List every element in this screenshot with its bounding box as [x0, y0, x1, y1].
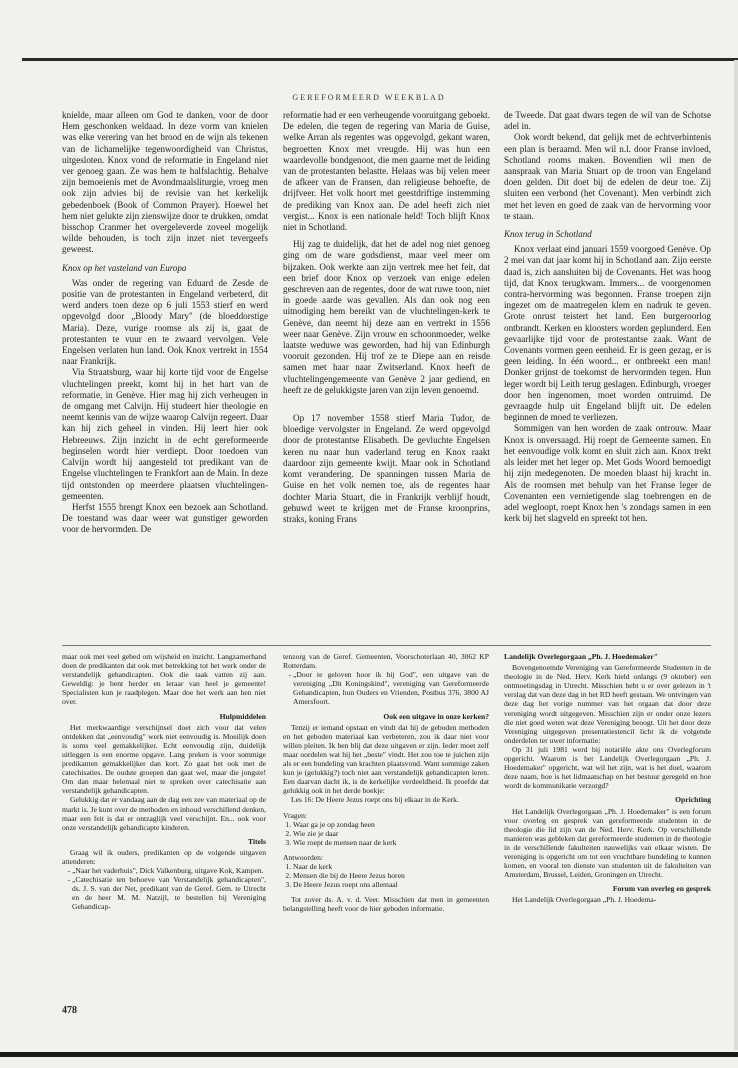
list-item: - „Door te geloven hoor ik bij God", een uitgave van de vereniging „Dit Koningskind", vereniging van Gereformeerde Gehandicapten, hun Ouders en Vrienden, Postbus 376, 3800 AJ Amersfoort.: [293, 670, 489, 706]
paragraph: Het Landelijk Overlegorgaan „Ph. J. Hoedema-: [512, 895, 657, 905]
secondary-column-2: [283, 652, 489, 913]
paragraph: Via Straatsburg, waar hij korte tijd voor de Engelse vluchtelingen preekt, komt hij in het hart van de reformatie, in Genève. Hier mag hij zich verheugen in de omgang met Calvijn. Hij studeert hier theologie en neemt kennis van de wijze waarop Calvijn regeert. Daar kan hij zich geheel in vinden. Hij leert hier ook Hebreeuws. Zijn inzicht in de echt gereformeerde beginselen wordt hier verdiept. Door toedoen van Calvijn wordt hij aangesteld tot predikant van de Engelse vluchtelingen te Frankfort aan de Main. In deze tijd ontstonden op meerdere plaatsen vluchtelingen-gemeenten.: [62, 367, 268, 501]
section-divider: [62, 645, 711, 646]
list-item: 2. Wie zie je daar: [293, 829, 489, 838]
subheading: Forum van overleg en gesprek: [612, 884, 711, 894]
list-item: 3. De Heere Jezus roept ons allemaal: [293, 880, 489, 889]
secondary-column-3: [504, 652, 711, 904]
subheading: Hulpmiddelen: [219, 711, 266, 721]
paragraph: Herfst 1555 brengt Knox een bezoek aan Schotland. De toestand was daar weer wat gunstiger geworden voor de hervormden. De: [62, 501, 268, 535]
scan-top-edge: [22, 58, 738, 61]
paragraph: Het merkwaardige verschijnsel doet zich voor dat velen ontdekken dat „eenvoudig" werk niet eenvoudig is. Moeilijk doen is soms veel gemakkelijker. Echt eenvoudig zijn, duidelijk uitleggen is een enorme opgave. Lang preken is voor sommige predikanten gemakkelijker dan kort. Zo gaat het ook met de catechisaties. De oudste groepen dan gaat wel, maar die jongste! Om dan maar helemaal niet te spreken over catechisatie aan verstandelijk gehandicapten.: [62, 722, 266, 796]
questions-list: [283, 820, 489, 847]
paragraph: knielde, maar alleen om God te danken, voor de door Hem geschonken weldaad. In deze vorm van knielen was elke verering van het brood en de wijn als tekenen van de lichamelijke tegenwoordigheid van Christus, uitgesloten. Knox vond de reformatie in Engeland niet ver genoeg gaan. Ze was hem te halfslachtig. Behalve zijn bemoeienis met de Avondmaalsliturgie, vroeg men ook zijn advies bij de revisie van het kerkelijk gebedenboek (Book of Common Prayer). Hoewel het hem niet gelukte zijn zienswijze door te drukken, omdat bisschop Cranmer het overgeleverde zoveel mogelijk wilde behouden, is toch zijn inzet niet tevergeefs geweest.: [62, 110, 268, 255]
list-item: - „Naar het vaderhuis", Dick Valkenburg, uitgave Kok, Kampen.: [72, 866, 266, 875]
article-body: [62, 110, 711, 643]
paragraph: Hij zag te duidelijk, dat het de adel nog niet genoeg ging om de ware godsdienst, maar veel meer om bijzaken. Ook werkte aan zijn vertrek mee het feit, dat een brief door Knox op verzoek van enige edelen geschreven aan de regentes, door de wat ruwe toon, niet in goede aarde was gevallen. Als dan ook nog een uitnodiging hem bereikt van de vluchtelingen-kerk te Genève, dan neemt hij deze aan en vertrekt in 1556 weer naar Genève. Zijn vrouw en schoonmoeder, welke laatste weduwe was geworden, had hij van Edinburgh vooruit gezonden. Hij trof ze te Diepe aan en reisde samen met haar naar Zwitserland. Knox heeft de vluchtelingengemeente van Genève 2 jaar gediend, en heeft ze de gelukkigste jaren van zijn leven genoemd.: [283, 239, 490, 395]
list-item: 1. Waar ga je op zondag heen: [293, 820, 489, 829]
subheading: Titels: [247, 836, 266, 846]
scan-bottom-edge: [0, 1052, 738, 1057]
list-item: 3. Wie roept de mensen naar de kerk: [293, 838, 489, 847]
paragraph: Het Landelijk Overlegorgaan „Ph. J. Hoedemaker" is een forum voor overleg en gesprek van gereformeerde studenten in de theologie die lid zijn van de Ned. Herv. Kerk. Op verschillende manieren was gebleken dat gereformeerde studenten in de theologie in de verschillende fakulteiten nauwelijks van elkaar wisten. De vereniging is opgericht om tot een vruchtbare bundeling te kunnen komen, en vooral ten dienste van studenten uit de fakulteiten van Amsterdam, Brussel, Leiden, Groningen en Utrecht.: [504, 806, 711, 880]
list-item: 1. Naar de kerk: [293, 862, 489, 871]
section-heading: Knox terug in Schotland: [504, 229, 592, 240]
subheading: Ook een uitgave in onze kerken?: [383, 711, 489, 721]
paragraph: Tot zover ds. A. v. d. Veer. Misschien dat men in gemeenten belangstelling heeft voor de hier geboden informatie.: [283, 895, 489, 914]
secondary-article: [62, 652, 711, 1042]
paragraph: tenzorg van de Geref. Gemeenten, Voorschoterlaan 40, 3062 KP Rotterdam.: [283, 652, 489, 671]
paragraph: Sommigen van hen worden de zaak ontrouw. Maar Knox is onversaagd. Hij roept de Gemeente samen. En het eenvoudige volk komt en sluit zich aan. Knox trekt als leider met het leger op. Met Gods Woord bemoedigt hij zijn medegenoten. De moeden blaast hij kracht in. Als de roomsen met behulp van het Franse leger de Covenanten een vernietigende slag toebrengen en de adel wegloopt, roept Knox hen 's zondags samen in een kerk bij het slagveld en spreekt tot hen.: [504, 423, 711, 524]
paragraph: Gelukkig dat er vandaag aan de dag een zee van materiaal op de markt is. Je kunt over de methoden en inhoud verschillend denken, maar een feit is dat er ontzaglijk veel verschijnt. En... ook voor onze verstandelijk gehandicapte kinderen.: [62, 795, 266, 832]
scan-right-edge: [734, 60, 738, 1050]
secondary-column-1: [62, 652, 266, 912]
paragraph: Bovengenoemde Vereniging van Gereformeerde Studenten in de theologie in de Ned. Herv. Kerk hield onlangs (9 oktober) een ontmoetingsdag in Utrecht. Misschien hebt u er over gelezen in 't verslag dat van deze dag in het RD heeft gestaan. We ontvingen van deze dag het vorige nummer van het orgaan dat door deze vereniging wordt uitgegeven. Misschien zijn er onder onze lezers die niet goed weten wat deze Vereniging beoogt. Uit het door deze Vereniging uitgegeven presentatiestencil licht ik de volgende onderdelen ter uwer informatie:: [504, 663, 711, 745]
section-heading: Knox op het vasteland van Europa: [62, 262, 187, 273]
running-header: GEREFORMEERD WEEKBLAD: [292, 93, 446, 102]
title-list: [62, 866, 266, 911]
paragraph: de Tweede. Dat gaat dwars tegen de wil van de Schotse adel in.: [504, 110, 711, 132]
page-number: 478: [62, 1005, 77, 1016]
list-item: - „Catechisatie ten behoeve van Verstandelijk gehandicapten", ds. J. S. van der Net, predikant van de Geref. Gem. te Utrecht en de heer M. M. Natzijl, te bestellen bij Vereniging Gehandicap-: [72, 875, 266, 911]
list-label: Vragen:: [283, 810, 308, 820]
paragraph: Was onder de regering van Eduard de Zesde de positie van de protestanten in Engeland verbeterd, dit werd anders toen deze op 6 juli 1553 stierf en werd opgevolgd door „Bloody Mary" (de bloeddorstige Maria). Deze, vurige roomse als zij is, gaat de protestanten te vuur en te zwaard vervolgen. Vele Engelsen verlaten hun land. Ook Knox vertrekt in 1554 naar Frankrijk.: [62, 277, 268, 367]
article-column-3: [504, 110, 711, 524]
paragraph: Ook wordt bekend, dat gelijk met de echtverbintenis een plan is beraamd. Men wil n.l. door Franse invloed, Schotland rooms maken. Bovendien wil men de aanspraak van Maria Stuart op de troon van Engeland doen gelden. Dit doet bij de edelen de deur toe. Zij sluiten een verbond (het Covenant). Men verbindt zich met het leven en goed de zaak van de hervorming voor te staan.: [504, 132, 711, 221]
paragraph: reformatie had er een verheugende vooruitgang geboekt. De edelen, die tegen de regering van Maria de Guise, welke Arran als regentes was opgevolgd, gekant waren, begroetten Knox met vreugde. Hij was hun een waardevolle bondgenoot, die men gaarne met de leiding van de protestanten belastte. Helaas was bij velen meer de afkeer van de Fransen, dan religieuse behoefte, de drijfveer. Het volk hoort met geestdriftige instemming de prediking van Knox aan. De adel heeft zich niet vergist... Knox is een nationale held! Toch blijft Knox niet in Schotland.: [283, 110, 490, 233]
paragraph: maar ook met veel gebed om wijsheid en inzicht. Langzamerhand doen de predikanten dat ook met betrekking tot het werk onder de verstandelijk gehandicapten. Ook die taak vatten zij aan. Geweldig: je bent herder en leraar van heel je gemeente! Specialisten kun je raadplegen. Maar doe het werk aan hen niet over.: [62, 652, 266, 707]
article-column-2: [283, 110, 490, 525]
paragraph: Op 17 november 1558 stierf Maria Tudor, de bloedige vervolgster in Engeland. Ze werd opgevolgd door de protestantse Elisabeth. De gevluchte Engelsen keren nu naar hun vaderland terug en Knox raakt daardoor zijn gemeente kwijt. Maar ook in Schotland komt verandering. De spanningen tussen Maria de Guise en het volk nemen toe, als de regentes haar dochter Maria Stuart, die in Frankrijk verblijf houdt, gehuwd weet te krijgen met de Franse kroonprins, straks, koning Frans: [283, 413, 490, 524]
paragraph: Graag wil ik ouders, predikanten op de volgende uitgaven attenderen:: [62, 847, 266, 866]
subheading: Oprichting: [675, 795, 711, 805]
paragraph: Op 31 juli 1981 werd bij notariële akte ons Overlegforum opgericht. Waarom is het Landelijk Overlegorgaan „Ph. J. Hoedemaker" opgericht, wat wil het zijn, wat is het doel, waarom deze naam, hoe is het lidmaatschap en het bestuur geregeld en hoe wordt de kommunikatie verzorgd?: [504, 744, 711, 791]
list-item: 2. Mensen die bij de Heere Jezus horen: [293, 871, 489, 880]
list-label: Antwoorden:: [283, 852, 324, 862]
paragraph: Tenzij er iemand opstaat en vindt dat hij de geboden methoden en het geboden materiaal kan verbeteren, zou ik daar niet voor willen pleiten. Ik ben blij dat deze uitgaven er zijn. Ieder moet zelf maar oordelen wat hij het „beste" vindt. Het zou toe te juichen zijn als er een bundeling van krachten plaatsvond. Want sommige zaken kun je (gelukkig?) toch niet aan verstandelijk gehandicapten leren. Een daarvan dacht ik, is de kerkelijke verdeeldheid. Ik proefde dat gelukkig ook in het derde boekje:: [283, 722, 489, 796]
paragraph: Les 16: De Heere Jezus roept ons bij elkaar in de Kerk.: [291, 795, 459, 805]
answers-list: [283, 862, 489, 889]
title-list: [283, 670, 489, 706]
paragraph: Knox verlaat eind januari 1559 voorgoed Genève. Op 2 mei van dat jaar komt hij in Schotland aan. Zijn eerste daad is, zich aansluiten bij de Covenants. Het was hoog tijd, dat Knox terugkwam. Immers... de voorgenomen contra-hervorming was begonnen. Franse troepen zijn ingezet om de maatregelen klem en nadruk te geven. Grote onrust teistert het land. Een burgeroorlog ontbrandt. Kerken en kloosters worden geplunderd. Een gevaarlijke tijd voor de protestantse zaak. Want de Covenants vormen geen eenheid. Er is geen gezag, er is geen leiding. In één woord... er ontbreekt een man! Donker grijnst de toekomst de hervormden tegen. Hun leger wordt bij Leith terug geslagen. Edinburgh, vroeger door hen ingenomen, moet worden ontruimd. De gevraagde hulp uit Engeland blijft uit. De edelen beginnen de moed te verliezen.: [504, 244, 711, 423]
subheading: Landelijk Overlegorgaan „Ph. J. Hoedemaker": [504, 652, 658, 661]
article-column-1: [62, 110, 268, 536]
